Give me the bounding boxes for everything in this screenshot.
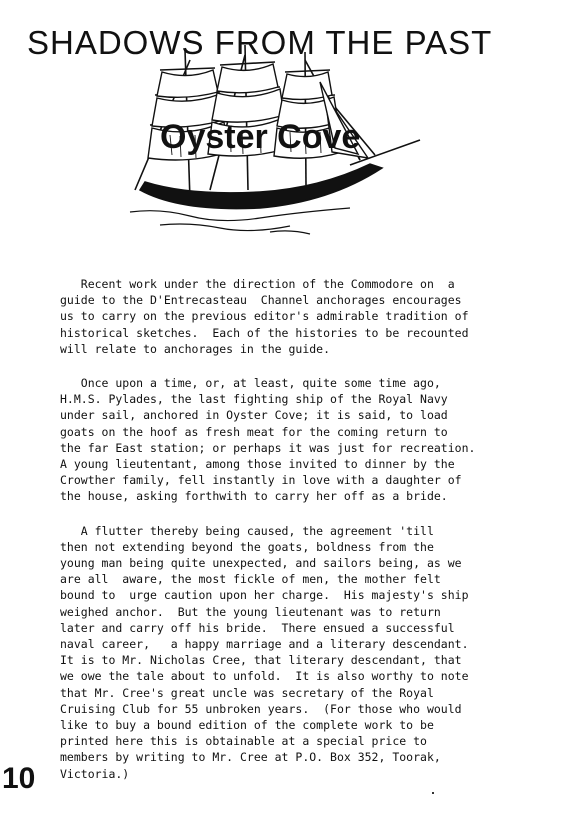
text-line: historical sketches. Each of the histories to be recounted — [60, 325, 469, 340]
text-line: members by writing to Mr. Cree at P.O. Box 352, Toorak, — [60, 750, 441, 765]
text-line: later and carry off his bride. There ensued a successful — [60, 620, 455, 635]
text-line: Cruising Club for 55 unbroken years. (For those who would — [60, 701, 462, 716]
page-title: SHADOWS FROM THE PAST — [27, 24, 493, 61]
text-line: under sail, anchored in Oyster Cove; it is said, to load — [60, 408, 448, 423]
article-body — [60, 276, 565, 800]
text-line: are all aware, the most fickle of men, the mother felt — [60, 572, 441, 587]
text-line: bound to urge caution upon her charge. His majesty's ship — [60, 588, 469, 603]
text-line: Once upon a time, or, at least, quite some time ago, — [60, 376, 441, 391]
paragraph-3 — [60, 523, 565, 782]
text-line: will relate to anchorages in the guide. — [60, 341, 331, 356]
text-line: we owe the tale about to unfold. It is also worthy to note — [60, 669, 469, 684]
text-line: Recent work under the direction of the Commodore on a — [60, 277, 455, 291]
text-line: A young lieutentant, among those invited to dinner by the — [60, 457, 455, 472]
text-line: guide to the D'Entrecasteau Channel anchorages encourages — [60, 293, 462, 308]
text-line: then not extending beyond the goats, boldness from the — [60, 539, 434, 554]
text-line: us to carry on the previous editor's admirable tradition of — [60, 309, 469, 324]
text-line: naval career, a happy marriage and a literary descendant. — [60, 637, 469, 652]
text-line: It is to Mr. Nicholas Cree, that literary descendant, that — [60, 653, 462, 668]
text-line: Victoria.) — [60, 766, 130, 781]
page-number: 10 — [2, 762, 36, 795]
text-line: like to buy a bound edition of the complete work to be — [60, 718, 434, 733]
text-line: H.M.S. Pylades, the last fighting ship of the Royal Navy — [60, 392, 448, 407]
text-line: young man being quite unexpected, and sailors being, as we — [60, 556, 462, 571]
text-line: A flutter thereby being caused, the agreement 'till — [60, 523, 434, 538]
text-line: printed here this is obtainable at a special price to — [60, 734, 427, 749]
article-subtitle: Oyster Cove — [160, 118, 361, 156]
text-line: the far East station; or perhaps it was just for recreation. — [60, 440, 476, 455]
text-line: Crowther family, fell instantly in love with a daughter of — [60, 473, 462, 488]
speck-mark — [432, 792, 434, 794]
paragraph-2 — [60, 375, 565, 505]
text-line: weighed anchor. But the young lieutenant was to return — [60, 604, 441, 619]
text-line: that Mr. Cree's great uncle was secretary of the Royal — [60, 685, 434, 700]
text-line: goats on the hoof as fresh meat for the coming return to — [60, 424, 448, 439]
text-line: the house, asking forthwith to carry her off as a bride. — [60, 489, 448, 504]
paragraph-1 — [60, 276, 565, 357]
